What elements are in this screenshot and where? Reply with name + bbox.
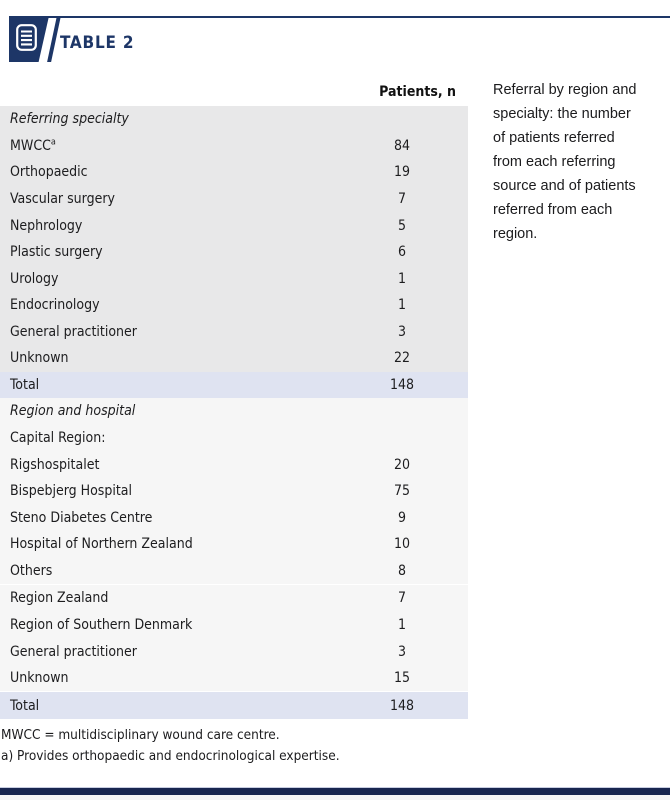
row-value: 19 <box>393 164 411 181</box>
row-value: 6 <box>397 244 406 261</box>
row-value: 1 <box>397 270 406 287</box>
row-value: 1 <box>397 297 406 314</box>
row-label <box>0 138 342 154</box>
row-label: Region Zealand <box>10 590 109 607</box>
table-row-mwcc <box>0 133 468 160</box>
row-value: 10 <box>393 536 411 553</box>
row-label: Hospital of Northern Zealand <box>10 536 193 553</box>
header-rule <box>9 16 670 18</box>
table-row-hospital-of-northern-zealand <box>0 531 468 558</box>
table-row-vascular-surgery <box>0 186 468 213</box>
row-label: Urology <box>10 270 59 287</box>
table-row-total-specialty <box>0 372 468 399</box>
table-row-total-region <box>0 691 468 719</box>
row-value: 3 <box>397 323 406 340</box>
table-row-section-referring-specialty <box>0 106 468 133</box>
row-value: 20 <box>393 456 411 473</box>
row-label: Vascular surgery <box>10 190 115 207</box>
row-value: 22 <box>393 350 411 367</box>
caption-line: from each referring <box>493 154 616 170</box>
caption-line: source and of patients <box>493 178 636 194</box>
row-label: General practitioner <box>10 323 137 340</box>
row-label: Others <box>10 562 53 579</box>
table-row-region-zealand <box>0 584 468 612</box>
caption-line: Referral by region and <box>493 82 637 98</box>
row-value: 84 <box>393 137 411 154</box>
row-label: Nephrology <box>10 217 83 234</box>
row-value: 9 <box>397 509 406 526</box>
row-label: Region of Southern Denmark <box>10 616 193 633</box>
below-rule-background <box>0 795 670 800</box>
caption-line: region. <box>493 226 538 242</box>
row-label: Unknown <box>10 350 69 367</box>
footnote-marker: a <box>50 137 56 148</box>
row-value: 5 <box>397 217 406 234</box>
row-label: Total <box>10 697 40 714</box>
table-row-steno-diabetes-centre <box>0 504 468 531</box>
table-row-unknown-specialty <box>0 345 468 372</box>
table-row-bispebjerg-hospital <box>0 478 468 505</box>
table-row-capital-region <box>0 425 468 452</box>
row-label: Region and hospital <box>10 403 136 420</box>
row-value: 148 <box>389 697 415 714</box>
row-label: Orthopaedic <box>10 164 88 181</box>
row-value: 75 <box>393 483 411 500</box>
row-value: 15 <box>393 670 411 687</box>
row-value: 7 <box>397 590 406 607</box>
caption-line: referred from each <box>493 202 613 218</box>
table-row-endocrinology <box>0 292 468 319</box>
table-row-others <box>0 558 468 585</box>
row-label: Endocrinology <box>10 297 100 314</box>
header-slash-decoration <box>47 16 61 62</box>
table-row-general-practitioner-region <box>0 638 468 665</box>
row-value: 148 <box>389 376 415 393</box>
row-label: Plastic surgery <box>10 244 103 261</box>
table-badge <box>9 16 49 62</box>
table-caption <box>493 78 668 246</box>
footnote-a: a) Provides orthopaedic and endocrinological expertise. <box>1 748 340 764</box>
caption-line: of patients referred <box>493 130 615 146</box>
row-label-text: MWCC <box>10 137 51 154</box>
table-row-rigshospitalet <box>0 451 468 478</box>
row-value: 7 <box>397 190 406 207</box>
row-label: Unknown <box>10 670 69 687</box>
row-label: Referring specialty <box>10 111 129 128</box>
table-row-nephrology <box>0 212 468 239</box>
row-label: Capital Region: <box>10 430 106 447</box>
row-label: General practitioner <box>10 643 137 660</box>
row-label: Bispebjerg Hospital <box>10 483 133 500</box>
referral-table <box>0 106 468 719</box>
row-value: 8 <box>397 562 406 579</box>
table-row-general-practitioner <box>0 319 468 346</box>
column-header-patients-n: Patients, n <box>379 84 456 100</box>
row-value: 3 <box>397 643 406 660</box>
table-list-icon <box>9 24 37 55</box>
footnotes <box>1 725 340 767</box>
table-row-urology <box>0 265 468 292</box>
table-row-orthopaedic <box>0 159 468 186</box>
table-row-plastic-surgery <box>0 239 468 266</box>
table-title: TABLE 2 <box>60 33 135 53</box>
table-row-section-region-and-hospital <box>0 398 468 425</box>
row-label: Total <box>10 376 40 393</box>
row-value: 1 <box>397 616 406 633</box>
table-row-unknown-region <box>0 665 468 692</box>
footnote-abbreviation: MWCC = multidisciplinary wound care centre. <box>1 727 280 743</box>
row-label: Steno Diabetes Centre <box>10 509 153 526</box>
table-row-region-of-southern-denmark <box>0 612 468 639</box>
row-label: Rigshospitalet <box>10 456 100 473</box>
caption-line: specialty: the number <box>493 106 631 122</box>
